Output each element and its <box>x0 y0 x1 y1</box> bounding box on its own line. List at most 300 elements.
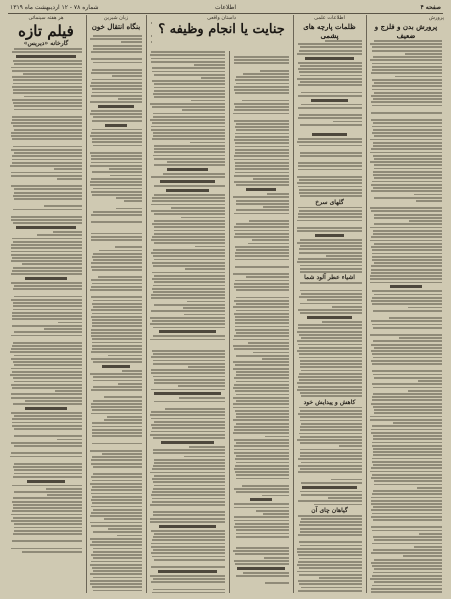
column-kicker: هر هفته سینمائی <box>28 15 64 21</box>
text-line <box>235 168 289 170</box>
text-line <box>249 220 289 222</box>
text-line <box>117 535 142 537</box>
text-line <box>12 159 82 161</box>
text-line <box>167 168 209 171</box>
text-line <box>11 548 82 550</box>
text-line <box>236 529 289 531</box>
text-line <box>14 381 82 383</box>
text-line <box>370 207 442 209</box>
text-line <box>234 335 289 337</box>
text-line <box>118 383 142 385</box>
text-line <box>234 236 289 238</box>
text-line <box>187 301 225 303</box>
text-line <box>233 339 289 341</box>
text-line <box>201 77 225 79</box>
text-line <box>234 283 289 285</box>
text-line <box>235 563 289 565</box>
text-line <box>91 506 142 508</box>
paper-name: اطلاعات <box>214 4 237 11</box>
text-line <box>92 92 142 94</box>
text-line <box>12 116 82 118</box>
text-line <box>154 421 225 423</box>
text-line <box>91 316 142 318</box>
text-line <box>14 48 82 50</box>
text-line <box>154 83 225 85</box>
text-line <box>171 207 225 209</box>
text-line <box>12 318 82 320</box>
text-line <box>153 376 225 378</box>
text-line <box>389 317 442 319</box>
text-line <box>37 234 82 236</box>
text-line <box>299 71 362 73</box>
column-kicker: داستان واقعی <box>207 15 236 21</box>
text-line <box>92 269 142 271</box>
text-line <box>91 351 142 353</box>
text-line <box>236 76 289 78</box>
text-line <box>233 387 289 389</box>
text-line <box>91 493 142 495</box>
text-line <box>371 119 442 121</box>
text-line <box>297 261 362 263</box>
text-line <box>190 142 225 144</box>
text-line <box>154 259 225 261</box>
text-line <box>234 109 289 111</box>
text-line <box>91 110 142 112</box>
text-line <box>416 200 442 202</box>
text-line <box>91 329 142 331</box>
text-line <box>373 98 442 100</box>
text-line <box>300 81 362 83</box>
text-line <box>12 51 82 53</box>
text-line <box>99 250 142 252</box>
text-line <box>154 559 225 561</box>
text-line <box>234 452 289 454</box>
text-line <box>13 342 82 344</box>
text-line <box>93 466 142 468</box>
text-line <box>235 149 289 151</box>
text-line <box>91 236 142 238</box>
text-line <box>298 216 362 218</box>
text-line <box>371 500 442 502</box>
text-line <box>373 406 442 408</box>
text-line <box>13 302 82 304</box>
text-line <box>91 221 142 223</box>
text-line <box>236 374 289 376</box>
text-line <box>53 231 82 233</box>
text-line <box>300 155 362 157</box>
text-line <box>328 497 362 499</box>
text-line <box>184 314 225 316</box>
text-line <box>13 305 82 307</box>
text-line <box>235 106 289 108</box>
text-line <box>373 357 442 359</box>
text-line <box>11 122 82 124</box>
text-line <box>93 35 142 37</box>
text-line <box>91 214 142 216</box>
text-line <box>12 387 82 389</box>
text-line <box>152 122 225 124</box>
article-body <box>295 282 364 397</box>
text-line <box>300 360 362 362</box>
text-line <box>301 293 362 295</box>
text-line <box>265 582 289 584</box>
text-line <box>11 442 82 444</box>
text-line <box>331 479 362 481</box>
text-line <box>153 155 225 157</box>
text-line <box>151 210 225 212</box>
text-line <box>14 469 82 471</box>
text-line <box>372 69 442 71</box>
text-line <box>235 126 289 128</box>
text-line <box>92 325 142 327</box>
text-line <box>300 195 362 197</box>
text-line <box>373 464 442 466</box>
text-line <box>246 276 289 278</box>
text-line <box>92 409 142 411</box>
text-line <box>298 465 362 467</box>
text-line <box>153 353 225 355</box>
crime-headline-box <box>152 15 291 51</box>
text-line <box>93 300 142 302</box>
text-line <box>371 112 442 114</box>
text-line <box>91 58 142 60</box>
text-line <box>236 203 289 205</box>
text-line <box>91 512 142 514</box>
text-line <box>90 85 142 87</box>
text-line <box>408 307 442 309</box>
text-line <box>153 265 225 267</box>
text-line <box>14 473 82 475</box>
text-line <box>371 236 442 238</box>
text-line <box>234 507 289 509</box>
text-line <box>236 209 289 211</box>
text-line <box>150 575 225 577</box>
text-line <box>93 306 142 308</box>
text-line <box>299 433 362 435</box>
issue-date: ۱۳۱۹ شماره ۷۸ - ۱۲ اردیبهشت ماه <box>10 4 99 11</box>
text-line <box>300 265 362 267</box>
text-line <box>13 267 82 269</box>
text-line <box>159 525 216 528</box>
text-line <box>12 345 82 347</box>
text-line <box>301 370 362 372</box>
column-headline: فیلم تازه <box>18 22 74 40</box>
text-line <box>152 498 225 500</box>
column-headline: بنگاه انتقال خون <box>91 22 141 31</box>
text-line <box>300 271 362 273</box>
text-line <box>234 439 289 441</box>
text-line <box>299 373 362 375</box>
text-line <box>12 86 82 88</box>
text-line <box>250 498 273 501</box>
text-line <box>298 376 362 378</box>
text-line <box>373 536 442 538</box>
text-line <box>91 82 142 84</box>
text-line <box>151 61 225 63</box>
text-line <box>13 83 82 85</box>
text-line <box>151 431 225 433</box>
text-line <box>299 353 362 355</box>
text-line <box>235 255 289 257</box>
text-line <box>92 443 142 445</box>
text-line <box>93 380 142 382</box>
text-line <box>234 516 289 518</box>
column-subheadline: گارخانه «دیریس» <box>23 40 69 47</box>
text-line <box>108 355 142 357</box>
text-line <box>44 205 82 207</box>
text-line <box>234 520 289 522</box>
text-line <box>153 514 225 516</box>
text-line <box>298 554 362 556</box>
text-line <box>91 525 142 527</box>
text-line <box>93 590 142 592</box>
text-line <box>44 328 82 330</box>
text-line <box>14 152 82 154</box>
text-line <box>236 123 289 125</box>
text-line <box>301 337 362 339</box>
text-line <box>46 488 82 490</box>
text-line <box>11 397 82 399</box>
text-line <box>235 364 289 366</box>
masthead <box>8 3 443 14</box>
column-kicker: پرورش <box>428 15 444 21</box>
text-line <box>300 420 362 422</box>
text-line <box>92 342 142 344</box>
text-line <box>11 520 82 522</box>
text-line <box>12 510 82 512</box>
text-line <box>374 164 442 166</box>
text-line <box>152 80 225 82</box>
text-line <box>11 216 82 218</box>
text-line <box>93 116 142 118</box>
text-line <box>417 487 442 489</box>
text-line <box>326 255 362 257</box>
text-line <box>300 455 362 457</box>
text-line <box>371 503 442 505</box>
text-line <box>12 155 82 157</box>
text-line <box>233 273 289 275</box>
text-line <box>372 303 442 305</box>
text-line <box>235 471 289 473</box>
text-line <box>92 586 142 588</box>
text-line <box>178 385 225 387</box>
text-line <box>22 551 82 553</box>
text-line <box>370 275 442 277</box>
text-line <box>374 168 442 170</box>
text-line <box>372 565 442 567</box>
text-line <box>152 236 225 238</box>
text-line <box>154 462 225 464</box>
text-line <box>11 335 82 337</box>
text-line <box>153 255 225 257</box>
text-line <box>92 480 142 482</box>
text-line <box>152 556 225 558</box>
text-line <box>298 169 362 171</box>
column-science <box>295 15 364 593</box>
text-line <box>92 319 142 321</box>
text-line <box>234 313 289 315</box>
text-line <box>301 462 362 464</box>
text-line <box>12 70 82 72</box>
column-fitness <box>368 15 444 593</box>
text-line <box>91 459 142 461</box>
text-line <box>235 233 289 235</box>
text-line <box>262 358 289 360</box>
text-line <box>154 382 225 384</box>
text-line <box>371 516 442 518</box>
text-line <box>153 511 226 513</box>
text-line <box>372 259 442 261</box>
text-line <box>374 484 442 486</box>
text-line <box>14 198 82 200</box>
text-line <box>154 230 225 232</box>
text-line <box>93 548 142 550</box>
text-line <box>152 138 225 140</box>
text-line <box>151 424 225 426</box>
text-line <box>371 246 442 248</box>
text-line <box>298 117 362 119</box>
text-line <box>154 233 225 235</box>
text-line <box>301 423 362 425</box>
text-line <box>371 344 442 346</box>
text-line <box>154 226 225 228</box>
text-line <box>373 327 442 329</box>
column-crime <box>231 52 291 593</box>
text-line <box>91 132 142 134</box>
text-line <box>299 567 362 569</box>
text-line <box>13 533 82 535</box>
text-line <box>393 422 442 424</box>
text-line <box>298 309 362 311</box>
text-line <box>374 568 442 570</box>
text-line <box>372 513 442 515</box>
text-line <box>235 252 289 254</box>
text-line <box>373 233 442 235</box>
text-line <box>370 139 442 141</box>
text-line <box>373 572 442 574</box>
text-line <box>92 567 142 569</box>
text-line <box>297 127 362 131</box>
text-line <box>152 592 225 593</box>
text-line <box>371 552 442 554</box>
text-line <box>373 56 442 58</box>
text-line <box>11 132 82 134</box>
text-line <box>91 51 142 53</box>
text-line <box>14 355 82 357</box>
text-line <box>25 277 67 280</box>
text-line <box>152 197 225 199</box>
text-line <box>234 468 289 470</box>
text-line <box>151 356 225 358</box>
text-line <box>152 262 225 264</box>
text-line <box>370 152 442 154</box>
text-line <box>11 412 82 414</box>
text-line <box>314 504 362 506</box>
text-line <box>236 478 289 480</box>
text-line <box>90 165 142 167</box>
text-line <box>298 580 362 582</box>
text-line <box>92 171 142 173</box>
text-line <box>93 509 142 511</box>
column-rule <box>229 15 230 593</box>
text-line <box>12 425 82 427</box>
text-line <box>14 463 82 465</box>
text-line <box>194 64 225 66</box>
text-line <box>14 428 82 430</box>
text-line <box>93 211 142 213</box>
text-line <box>374 135 442 137</box>
text-line <box>91 239 142 241</box>
text-line <box>235 316 289 318</box>
text-line <box>92 345 142 347</box>
text-line <box>236 547 289 549</box>
text-line <box>373 129 442 131</box>
text-line <box>150 521 225 523</box>
text-line <box>11 260 82 262</box>
text-line <box>234 213 289 215</box>
text-line <box>234 103 289 105</box>
text-line <box>298 68 362 70</box>
text-line <box>234 348 289 350</box>
text-line <box>92 496 142 498</box>
text-line <box>92 256 142 258</box>
text-line <box>90 573 142 575</box>
text-line <box>236 474 289 476</box>
text-line <box>371 467 442 469</box>
text-line <box>233 196 289 198</box>
text-line <box>11 219 82 221</box>
text-line <box>300 366 362 368</box>
article-body <box>368 40 444 593</box>
text-line <box>152 478 225 480</box>
text-line <box>91 335 142 337</box>
text-line <box>235 266 289 268</box>
text-line <box>110 175 142 177</box>
text-line <box>121 41 142 43</box>
text-line <box>371 477 442 479</box>
text-line <box>91 476 142 478</box>
text-line <box>102 453 142 455</box>
text-line <box>92 303 142 305</box>
text-line <box>300 531 362 533</box>
text-line <box>92 322 142 324</box>
text-line <box>373 448 442 450</box>
text-line <box>234 226 289 228</box>
text-line <box>299 347 362 349</box>
text-line <box>154 485 225 487</box>
text-line <box>371 350 442 352</box>
text-line <box>370 419 442 421</box>
text-line <box>47 494 82 496</box>
text-line <box>154 96 225 98</box>
text-line <box>152 223 225 225</box>
text-line <box>152 288 225 290</box>
text-line <box>297 571 362 573</box>
text-line <box>339 445 362 447</box>
text-line <box>153 437 225 439</box>
text-line <box>300 426 362 428</box>
text-line <box>372 256 442 258</box>
text-line <box>299 379 362 381</box>
text-line <box>91 191 142 193</box>
text-line <box>91 489 142 491</box>
text-line <box>235 79 289 81</box>
text-line <box>92 426 142 428</box>
text-line <box>263 513 289 515</box>
text-line <box>14 415 82 417</box>
text-line <box>13 507 82 509</box>
text-line <box>234 526 289 528</box>
